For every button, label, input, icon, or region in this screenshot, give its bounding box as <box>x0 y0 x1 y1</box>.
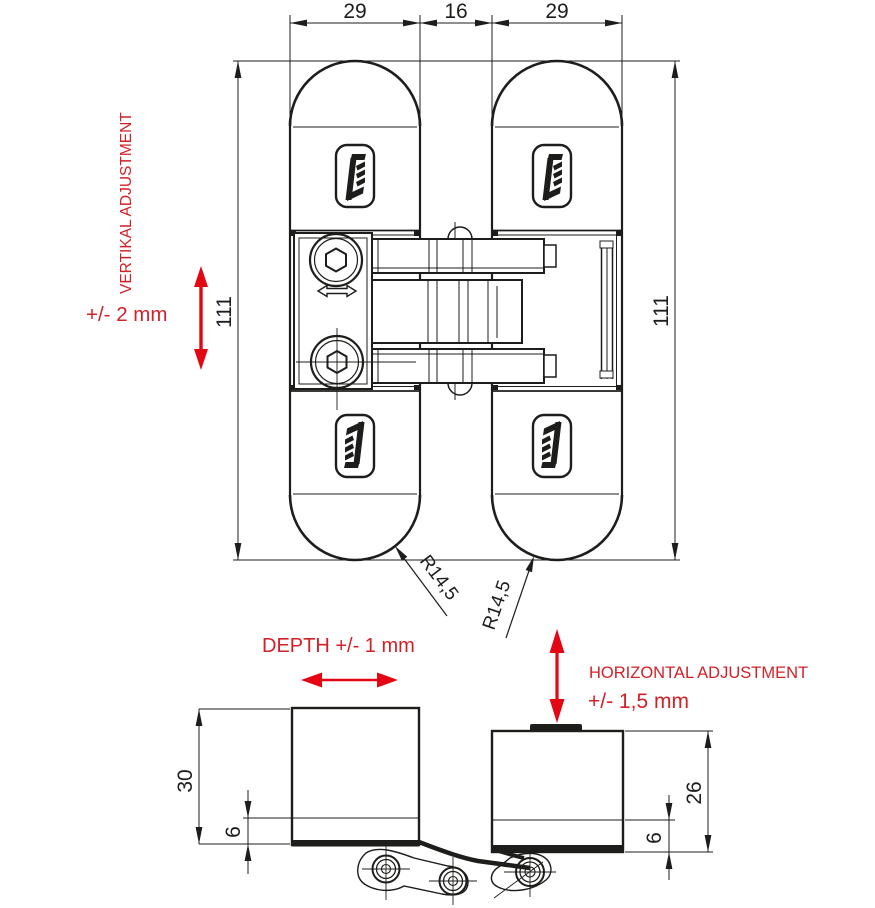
dim-cup-height-left: 30 <box>174 769 197 793</box>
vertical-adjustment-label: VERTIKAL ADJUSTMENT <box>118 112 135 294</box>
horizontal-adjustment-label: HORIZONTAL ADJUSTMENT <box>589 664 809 682</box>
brand-logo-icon <box>346 154 367 201</box>
depth-annotation <box>262 635 415 688</box>
dim-height-left: 111 <box>213 296 236 328</box>
vertical-adjustment-annotation <box>86 112 208 370</box>
vertical-adjustment-value: +/- 2 mm <box>86 303 168 326</box>
dim-radius-left: R14,5 <box>415 551 463 605</box>
dim-flange-right: 6 <box>643 832 666 844</box>
horizontal-adjust-arrow <box>550 629 565 723</box>
depth-adjust-arrow <box>301 673 398 688</box>
hinge-cup-right <box>492 724 713 880</box>
vertical-adjust-arrow <box>194 266 208 370</box>
dim-cup-height-right: 26 <box>683 781 706 805</box>
dim-width-right: 29 <box>545 0 569 23</box>
hinge-mechanism <box>290 222 622 410</box>
dim-height-right: 111 <box>650 295 673 327</box>
dim-radius-right: R14,5 <box>478 577 516 633</box>
pivot-pin-icon <box>429 857 477 905</box>
brand-logo-icon <box>541 421 562 468</box>
brand-logo-icon <box>543 154 564 201</box>
horizontal-adjustment-annotation <box>550 629 809 723</box>
horizontal-adjustment-value: +/- 1,5 mm <box>588 690 689 713</box>
depth-label: DEPTH +/- 1 mm <box>262 635 415 657</box>
dim-flange-left: 6 <box>222 826 245 838</box>
dim-gap: 16 <box>444 0 468 23</box>
brand-logo-icon <box>344 421 365 468</box>
dim-width-left: 29 <box>343 0 367 23</box>
